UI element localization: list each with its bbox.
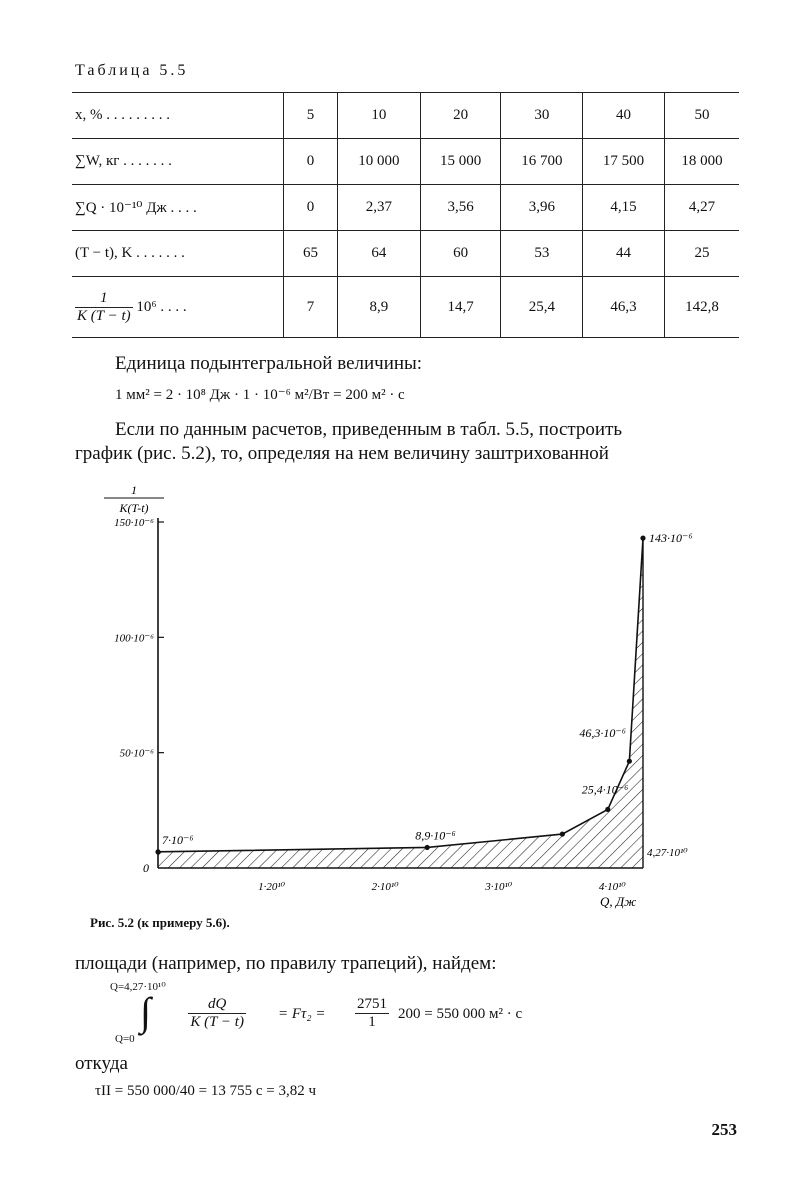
series-line (158, 538, 643, 852)
unit-heading: Единица подынтегральной величины: (115, 353, 423, 374)
data-point (155, 849, 160, 854)
data-table (72, 92, 739, 338)
table-cell: 14,7 (420, 277, 501, 338)
page-number: 253 (711, 1120, 737, 1139)
figure-caption: Рис. 5.2 (к примеру 5.6). (90, 915, 230, 930)
point-label: 46,3·10⁻⁶ (579, 726, 626, 741)
table-caption: Таблица 5.5 (75, 62, 189, 79)
paragraph-line: график (рис. 5.2), то, определяя на нем величину заштрихованной (75, 443, 609, 464)
point-label: 25,4·10⁻⁶ (581, 782, 629, 797)
table-row (72, 277, 739, 338)
table-cell: 0 (283, 139, 337, 185)
table-cell: 30 (501, 93, 583, 139)
y-tick-label: 100·10⁻⁶ (114, 632, 154, 645)
table-cell: 5 (283, 93, 337, 139)
table-cell: 3,56 (420, 185, 501, 231)
x-tick-label: 3·10¹⁰ (485, 881, 513, 893)
data-point (560, 831, 565, 836)
y-axis-label-den: K(T-t) (119, 501, 149, 515)
table-cell: 15 000 (420, 139, 501, 185)
table-cell: 8,9 (338, 277, 421, 338)
integral-upper-limit: Q=4,27·10¹⁰ (110, 981, 166, 993)
table-cell: 7 (283, 277, 337, 338)
table-cell: 10 000 (338, 139, 421, 185)
integral-fraction: $\frac{dQ}{K (T - t)}$ (188, 996, 246, 1031)
table-cell: 20 (420, 93, 501, 139)
table-cell: 46,3 (583, 277, 665, 338)
table-cell: 25,4 (501, 277, 583, 338)
paragraph-line: откуда (75, 1053, 128, 1074)
table-cell: 17 500 (583, 139, 665, 185)
chart-fig-5-2 (0, 470, 809, 910)
point-label: 7·10⁻⁶ (162, 832, 194, 847)
data-point (627, 759, 632, 764)
table-cell: 25 (664, 231, 739, 277)
data-point (640, 536, 645, 541)
table-cell: 60 (420, 231, 501, 277)
result-fraction: $\frac{2751}{1}$ (357, 996, 387, 1030)
table-cell: 2,37 (338, 185, 421, 231)
table-cell: 40 (583, 93, 665, 139)
y-tick-label: 50·10⁻⁶ (119, 747, 154, 760)
x-axis-label: Q, Дж (600, 894, 637, 909)
integral-result: 200 = 550 000 м² · с (398, 1006, 523, 1022)
table-cell: 64 (338, 231, 421, 277)
point-label: 143·10⁻⁶ (649, 531, 693, 546)
x-tick-label: 2·10¹⁰ (371, 881, 399, 893)
table-cell: 0 (283, 185, 337, 231)
end-label: 4,27·10¹⁰ (647, 847, 688, 859)
point-label: 8,9·10⁻⁶ (415, 828, 456, 843)
table-row (72, 185, 739, 231)
table-cell: 4,27 (664, 185, 739, 231)
final-formula: τII = 550 000/40 = 13 755 с = 3,82 ч (95, 1083, 317, 1099)
table-cell: 18 000 (664, 139, 739, 185)
row-label: x, % . . . . . . . . . (72, 93, 283, 139)
table-cell: 65 (283, 231, 337, 277)
table-row (72, 93, 739, 139)
label-fraction: $\frac{1}{K (T - t)}$ (77, 289, 131, 324)
table-cell: 4,15 (583, 185, 665, 231)
x-tick-label: 1·20¹⁰ (258, 881, 286, 893)
row-label: (T − t), K . . . . . . . (72, 231, 283, 277)
row-label: ∑W, кг . . . . . . . (72, 139, 283, 185)
y-axis-label-num: 1 (131, 483, 137, 497)
table-cell: 50 (664, 93, 739, 139)
x-tick-label: 4·10¹⁰ (598, 881, 626, 893)
table-cell: 10 (338, 93, 421, 139)
table-cell: 3,96 (501, 185, 583, 231)
paragraph-line: Если по данным расчетов, приведенным в табл. 5.5, построить (115, 419, 623, 440)
unit-formula: 1 мм² = 2 · 10⁸ Дж · 1 · 10⁻⁶ м²/Вт = 200 м² · с (115, 387, 405, 403)
origin-label: 0 (143, 861, 149, 875)
table-cell: 16 700 (501, 139, 583, 185)
integral-equals: = Fτ₂ = (278, 1006, 326, 1022)
table-cell: 44 (583, 231, 665, 277)
integral-lower-limit: Q=0 (115, 1033, 135, 1045)
integral-sign: ∫ (140, 989, 151, 1034)
table-row (72, 231, 739, 277)
row-label: ∑Q · 10⁻¹⁰ Дж . . . . (72, 185, 283, 231)
row-label: $\frac{1}{K (T - t)}$ 10⁶ . . . . (72, 277, 283, 338)
data-point (605, 807, 610, 812)
table-cell: 53 (501, 231, 583, 277)
y-tick-label: 150·10⁻⁶ (114, 517, 154, 529)
data-point (425, 845, 430, 850)
hatched-area (158, 538, 643, 868)
table-row (72, 139, 739, 185)
table-cell: 142,8 (664, 277, 739, 338)
paragraph-line: площади (например, по правилу трапеций), найдем: (75, 953, 497, 974)
